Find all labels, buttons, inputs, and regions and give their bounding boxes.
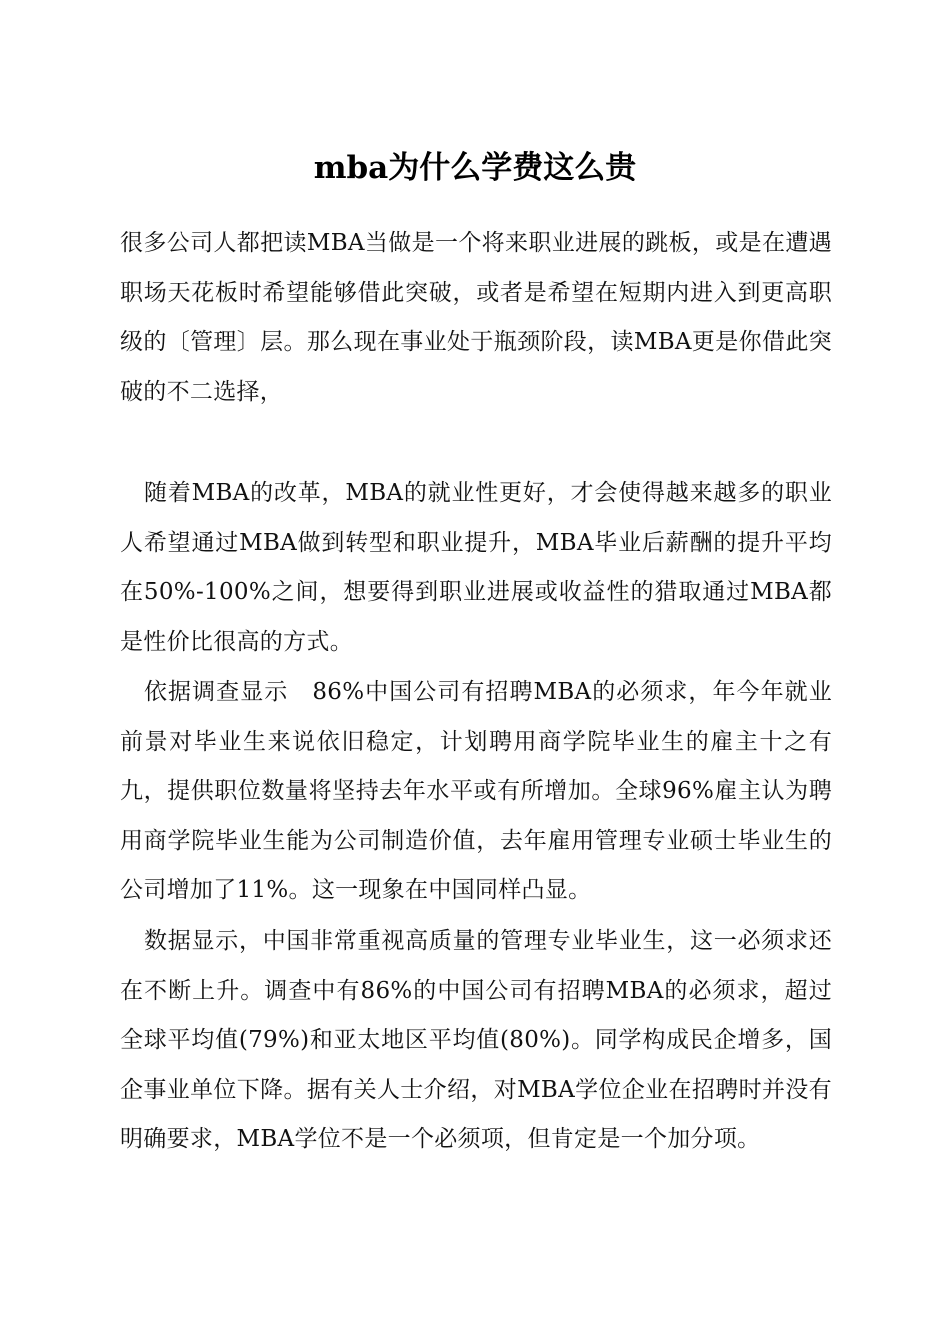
paragraph-data: 数据显示，中国非常重视高质量的管理专业毕业生，这一必须求还在不断上升。调查中有86%的中国公司有招聘MBA的必须求，超过全球平均值(79%)和亚太地区平均值(80%)。同学构成民企增多，国企事业单位下降。据有关人士介绍，对MBA学位企业在招聘时并没有明确要求，MBA学位不是一个必须项，但肯定是一个加分项。	[120, 928, 832, 1152]
paragraph-reform: 随着MBA的改革，MBA的就业性更好，才会使得越来越多的职业人希望通过MBA做到转型和职业提升，MBA毕业后薪酬的提升平均在50%-100%之间，想要得到职业进展或收益性的猎取通过MBA都是性价比很高的方式。	[120, 480, 832, 655]
paragraph-survey: 依据调查显示 86%中国公司有招聘MBA的必须求，年今年就业前景对毕业生来说依旧稳定，计划聘用商学院毕业生的雇主十之有九，提供职位数量将坚持去年水平或有所增加。全球96%雇主认为聘用商学院毕业生能为公司制造价值，去年雇用管理专业硕士毕业生的公司增加了11%。这一现象在中国同样凸显。	[120, 679, 832, 903]
paragraph-intro: 很多公司人都把读MBA当做是一个将来职业进展的跳板，或是在遭遇职场天花板时希望能够借此突破，或者是希望在短期内进入到更高职级的〔管理〕层。那么现在事业处于瓶颈阶段，读MBA更是你借此突破的不二选择，	[120, 230, 832, 405]
document-title: mba为什么学费这么贵	[313, 150, 637, 186]
